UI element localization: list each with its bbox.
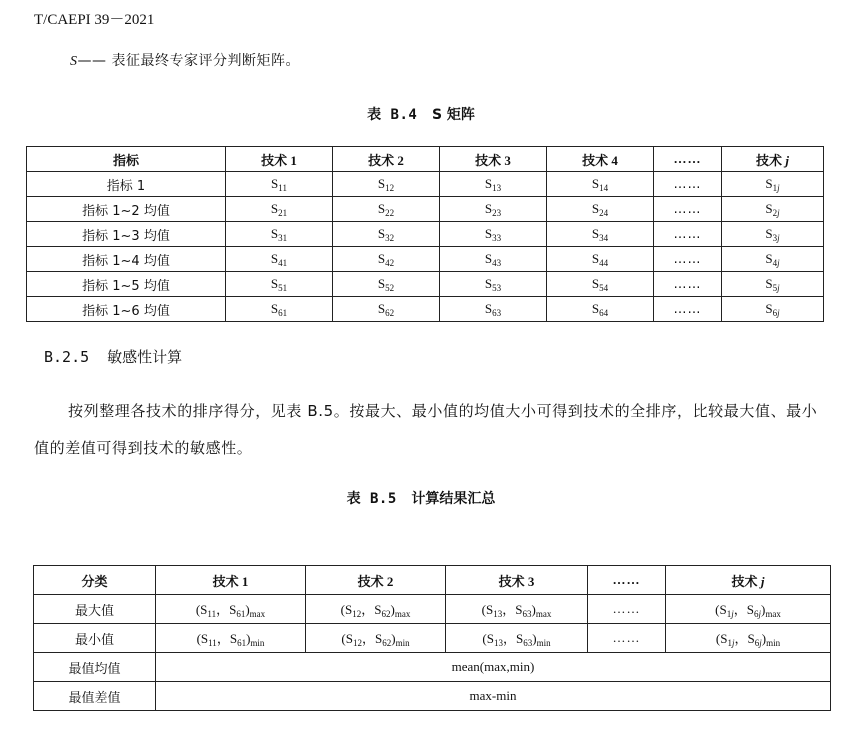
value-subscript: 14 [599, 182, 609, 193]
table-cell: ($S_{12}$，$S_{62})_{min}$ [306, 624, 446, 653]
value-symbol: S [747, 631, 755, 646]
column-header: 技术 3 [446, 566, 588, 595]
value-symbol: S [516, 631, 524, 646]
value-subscript: 44 [599, 257, 609, 268]
results-summary-table [33, 565, 831, 711]
table-cell [547, 172, 654, 197]
table-cell: ($S_{13}$，$S_{63})_{max}$ [446, 595, 588, 624]
row-label: 指标 1~3 均值 [27, 222, 226, 247]
column-header: …… [654, 147, 722, 172]
value-subscript: 32 [385, 232, 395, 243]
table-b5-caption-number: 表 B.5 [346, 491, 397, 507]
value-symbol: S [591, 275, 600, 291]
matrix-value [485, 276, 501, 291]
value-symbol: S [345, 631, 353, 646]
value-subscript: 33 [492, 232, 502, 243]
matrix-value [516, 631, 532, 646]
value-symbol: S [200, 631, 209, 646]
value-symbol: S [765, 300, 773, 316]
value-suffix: min [536, 638, 551, 648]
s-symbol: S [70, 54, 78, 69]
subscript-j: j [777, 207, 780, 218]
value-symbol: S [484, 250, 493, 266]
column-header: 技术 2 [306, 566, 446, 595]
matrix-value [748, 631, 762, 646]
value-symbol: S [377, 275, 386, 291]
value-subscript: 34 [599, 232, 609, 243]
value-subscript: 52 [385, 282, 395, 293]
value-symbol: S [271, 175, 279, 191]
value-symbol: S [200, 602, 208, 617]
matrix-value [486, 602, 502, 617]
matrix-value [592, 301, 608, 316]
matrix-value [271, 251, 287, 266]
table-row [34, 653, 831, 682]
value-subscript: 1j [726, 609, 734, 619]
row-label: 指标 1~2 均值 [27, 197, 226, 222]
value-subscript: 21 [278, 207, 288, 218]
value-symbol: S [765, 250, 773, 266]
value-subscript: 61 [236, 609, 246, 619]
table-cell [722, 172, 824, 197]
matrix-value [592, 251, 608, 266]
section-heading [44, 346, 182, 367]
column-header: 技术 1 [156, 566, 306, 595]
table-row [27, 197, 824, 222]
table-cell [440, 197, 547, 222]
table-cell: …… [588, 595, 666, 624]
table-cell [440, 172, 547, 197]
column-header: 技术 1 [226, 147, 333, 172]
table-row [27, 297, 824, 322]
table-cell [226, 197, 333, 222]
table-cell: …… [654, 172, 722, 197]
value-symbol: S [720, 631, 728, 646]
section-paragraph: 按列整理各技术的排序得分，见表 B.5。按最大、最小值的均值大小可得到技术的全排序，比较最大值、最小值的差值可得到技术的敏感性。 [34, 402, 818, 457]
value-symbol: S [345, 602, 353, 617]
value-suffix: max [249, 609, 266, 619]
value-subscript: 12 [385, 182, 395, 193]
matrix-value [374, 602, 390, 617]
section-title: 敏感性计算 [107, 348, 183, 366]
table-cell [440, 222, 547, 247]
matrix-value [378, 201, 394, 216]
value-symbol: S [377, 250, 386, 266]
table-cell: ($S_{11}$，$S_{61})_{min}$ [156, 624, 306, 653]
table-cell [440, 297, 547, 322]
value-symbol: S [484, 275, 493, 291]
column-header: 分类 [34, 566, 156, 595]
table-cell [226, 297, 333, 322]
header-j: j [785, 152, 789, 168]
value-subscript: 3j [772, 232, 780, 243]
matrix-value [592, 226, 608, 241]
value-subscript: 6j [754, 638, 762, 648]
value-subscript: 61 [237, 638, 247, 648]
matrix-value [485, 301, 501, 316]
value-symbol: S [484, 225, 493, 241]
matrix-value [765, 226, 779, 241]
row-label: 最小值 [34, 624, 156, 653]
value-symbol: S [719, 602, 727, 617]
subscript-j: j [759, 638, 762, 648]
column-header: 技术 3 [440, 147, 547, 172]
matrix-value [201, 631, 217, 646]
matrix-value [271, 301, 287, 316]
matrix-value [592, 201, 608, 216]
matrix-value [378, 301, 394, 316]
matrix-value [345, 602, 361, 617]
table-cell [722, 247, 824, 272]
value-subscript: 42 [385, 257, 395, 268]
value-symbol: S [591, 250, 600, 266]
value-subscript: 62 [382, 638, 392, 648]
matrix-value [765, 201, 779, 216]
value-subscript: 24 [599, 207, 609, 218]
value-suffix: min [250, 638, 265, 648]
value-suffix: max [535, 609, 552, 619]
header-j: j [760, 573, 765, 589]
column-header: 技术 j [666, 566, 831, 595]
table-row [27, 222, 824, 247]
table-cell [722, 272, 824, 297]
table-cell: …… [654, 247, 722, 272]
value-symbol: S [375, 631, 383, 646]
table-header-row [34, 566, 831, 595]
value-symbol: S [374, 602, 382, 617]
value-symbol: S [591, 225, 600, 241]
value-symbol: S [515, 602, 523, 617]
column-header: 技术 j [722, 147, 824, 172]
value-symbol: S [270, 300, 279, 316]
value-subscript: 6j [753, 609, 761, 619]
table-row [27, 247, 824, 272]
matrix-value [378, 226, 394, 241]
value-subscript: 1j [727, 638, 735, 648]
table-cell [440, 272, 547, 297]
matrix-value [271, 226, 287, 241]
value-symbol: S [591, 200, 600, 216]
value-suffix: min [766, 638, 781, 648]
value-symbol: S [270, 275, 279, 291]
value-symbol: S [377, 175, 386, 191]
value-subscript: 63 [523, 638, 533, 648]
value-subscript: 11 [208, 638, 217, 648]
table-b5-caption-title: 计算结果汇总 [411, 491, 496, 507]
table-cell: ($S_{1j}$，$S_{6j})_{min}$ [666, 624, 831, 653]
value-suffix: max [765, 609, 781, 619]
value-symbol: S [484, 300, 493, 316]
value-subscript: 11 [207, 609, 217, 619]
value-symbol: S [765, 175, 773, 191]
matrix-value [200, 602, 216, 617]
matrix-value [378, 176, 394, 191]
subscript-j: j [777, 232, 780, 243]
matrix-value [720, 631, 734, 646]
table-cell [226, 222, 333, 247]
table-b5-caption [0, 488, 842, 508]
table-cell: ($S_{1j}$，$S_{6j})_{max}$ [666, 595, 831, 624]
value-symbol: S [591, 300, 600, 316]
table-row [27, 172, 824, 197]
value-subscript: 31 [278, 232, 288, 243]
value-subscript: 63 [492, 307, 502, 318]
matrix-value [230, 631, 246, 646]
matrix-value [487, 631, 503, 646]
table-cell: …… [654, 222, 722, 247]
value-subscript: 6j [772, 307, 780, 318]
table-cell [333, 297, 440, 322]
value-subscript: 23 [492, 207, 502, 218]
matrix-value [375, 631, 391, 646]
matrix-value [378, 276, 394, 291]
value-subscript: 41 [278, 257, 288, 268]
value-subscript: 2j [772, 207, 780, 218]
table-row [27, 272, 824, 297]
value-subscript: 11 [278, 182, 287, 193]
merged-cell: max-min [156, 682, 831, 711]
matrix-value [485, 251, 501, 266]
value-subscript: 5j [772, 282, 780, 293]
table-cell [333, 272, 440, 297]
matrix-value [592, 276, 608, 291]
table-b4-caption-title: S 矩阵 [431, 107, 475, 123]
value-subscript: 12 [352, 638, 362, 648]
section-number: B.2.5 [44, 348, 90, 366]
table-cell: …… [654, 197, 722, 222]
matrix-value [765, 276, 779, 291]
table-cell [333, 197, 440, 222]
value-subscript: 51 [278, 282, 288, 293]
matrix-value [485, 176, 501, 191]
value-subscript: 13 [493, 638, 503, 648]
value-symbol: S [377, 200, 386, 216]
value-subscript: 1j [772, 182, 780, 193]
subscript-j: j [777, 182, 780, 193]
s-definition [70, 50, 300, 70]
value-symbol: S [270, 250, 279, 266]
table-cell: …… [654, 297, 722, 322]
matrix-value [592, 176, 608, 191]
row-label: 指标 1~5 均值 [27, 272, 226, 297]
value-symbol: S [270, 200, 279, 216]
value-subscript: 53 [492, 282, 502, 293]
value-subscript: 62 [385, 307, 395, 318]
table-cell [333, 172, 440, 197]
table-cell [333, 247, 440, 272]
table-cell [547, 297, 654, 322]
value-subscript: 43 [492, 257, 502, 268]
value-symbol: S [765, 275, 773, 291]
table-cell: ($S_{11}$，$S_{61})_{max}$ [156, 595, 306, 624]
value-subscript: 61 [278, 307, 288, 318]
row-label: 最大值 [34, 595, 156, 624]
subscript-j: j [731, 638, 735, 648]
table-cell: ($S_{13}$，$S_{63})_{min}$ [446, 624, 588, 653]
subscript-j: j [777, 257, 780, 268]
value-symbol: S [486, 631, 494, 646]
matrix-value [271, 201, 287, 216]
table-row [34, 624, 831, 653]
table-cell [722, 222, 824, 247]
value-symbol: S [377, 300, 386, 316]
matrix-value [747, 602, 761, 617]
value-suffix: min [395, 638, 410, 648]
table-cell [440, 247, 547, 272]
matrix-value [719, 602, 733, 617]
table-cell: …… [588, 624, 666, 653]
value-symbol: S [484, 200, 493, 216]
row-label: 指标 1~6 均值 [27, 297, 226, 322]
s-dash: —— [77, 53, 107, 69]
value-subscript: 63 [522, 609, 532, 619]
value-subscript: 13 [493, 609, 503, 619]
table-row [34, 595, 831, 624]
table-cell [722, 197, 824, 222]
table-cell [226, 172, 333, 197]
row-label: 最值均值 [34, 653, 156, 682]
value-symbol: S [377, 225, 386, 241]
value-symbol: S [229, 602, 237, 617]
table-cell [333, 222, 440, 247]
value-symbol: S [765, 200, 773, 216]
subscript-j: j [777, 282, 780, 293]
table-cell [226, 247, 333, 272]
column-header: 技术 2 [333, 147, 440, 172]
value-subscript: 4j [772, 257, 780, 268]
row-label: 指标 1 [27, 172, 226, 197]
matrix-value [229, 602, 245, 617]
matrix-value [515, 602, 531, 617]
value-symbol: S [270, 225, 279, 241]
value-symbol: S [746, 602, 754, 617]
row-label: 最值差值 [34, 682, 156, 711]
value-symbol: S [229, 631, 238, 646]
subscript-j: j [731, 609, 734, 619]
matrix-value [485, 226, 501, 241]
column-header: 技术 4 [547, 147, 654, 172]
value-subscript: 22 [385, 207, 395, 218]
matrix-value [765, 301, 779, 316]
value-subscript: 64 [599, 307, 609, 318]
table-b4-caption-number: 表 B.4 [367, 107, 418, 123]
value-subscript: 62 [381, 609, 391, 619]
value-subscript: 13 [492, 182, 502, 193]
value-symbol: S [486, 602, 494, 617]
column-header: …… [588, 566, 666, 595]
column-header: 指标 [27, 147, 226, 172]
table-row [34, 682, 831, 711]
s-definition-text: 表征最终专家评分判断矩阵。 [106, 53, 300, 69]
table-cell: …… [654, 272, 722, 297]
table-cell: ($S_{12}$，$S_{62})_{max}$ [306, 595, 446, 624]
s-matrix-table [26, 146, 824, 322]
matrix-value [271, 176, 287, 191]
matrix-value [271, 276, 287, 291]
value-symbol: S [765, 225, 773, 241]
merged-cell: mean(max,min) [156, 653, 831, 682]
matrix-value [765, 251, 779, 266]
matrix-value [346, 631, 362, 646]
row-label: 指标 1~4 均值 [27, 247, 226, 272]
table-cell [226, 272, 333, 297]
matrix-value [485, 201, 501, 216]
subscript-j: j [758, 609, 761, 619]
matrix-value [378, 251, 394, 266]
value-subscript: 12 [352, 609, 362, 619]
standard-number: T/CAEPI 39－2021 [34, 12, 155, 28]
table-header-row [27, 147, 824, 172]
table-cell [547, 272, 654, 297]
subscript-j: j [777, 307, 780, 318]
value-symbol: S [591, 175, 600, 191]
table-cell [722, 297, 824, 322]
matrix-value [765, 176, 779, 191]
table-b4-caption [0, 104, 842, 124]
table-cell [547, 247, 654, 272]
value-suffix: max [394, 609, 411, 619]
table-cell [547, 222, 654, 247]
value-subscript: 54 [599, 282, 609, 293]
value-symbol: S [484, 175, 493, 191]
table-cell [547, 197, 654, 222]
